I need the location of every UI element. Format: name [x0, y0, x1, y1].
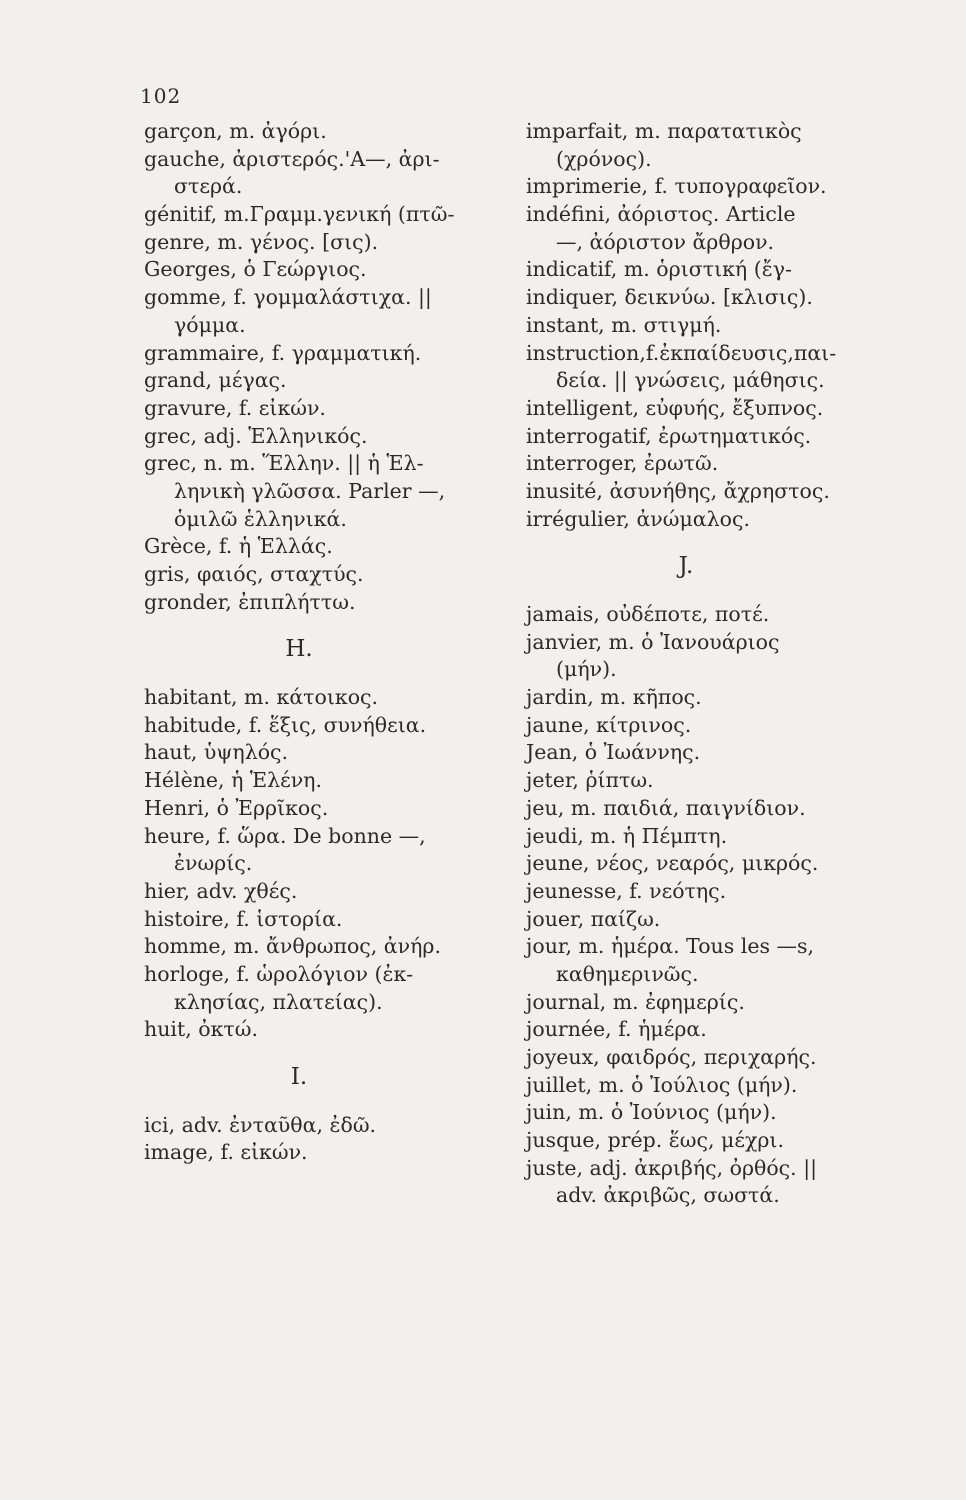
left-column	[144, 118, 524, 1167]
dictionary-entry-line: grand, μέγας.	[144, 368, 287, 393]
dictionary-entry-line: génitif, m.Γραμμ.γενική (πτῶ-	[144, 202, 455, 227]
dictionary-entry-line: —, ἀόριστον ἄρθρον.	[556, 229, 775, 254]
dictionary-entry-line: imprimerie, f. τυπογραφεῖον.	[526, 174, 827, 199]
dictionary-entry-line: imparfait, m. παρατατικὸς	[526, 119, 802, 143]
dictionary-entry-line: Jean, ὁ Ἰωάννης.	[526, 740, 701, 765]
spacer	[526, 581, 916, 601]
dictionary-entry-line: inusité, ἀσυνήθης, ἄχρηστος.	[526, 478, 830, 503]
right-column	[526, 118, 916, 1210]
dictionary-entry-line: juste, adj. ἀκριβής, ὀρθός. ||	[526, 1155, 818, 1180]
dictionary-entry-line: habitude, f. ἕξις, συνήθεια.	[144, 712, 427, 737]
dictionary-entry-line: gomme, f. γομμαλάστιχα. ||	[144, 285, 432, 310]
dictionary-entry-line: ici, adv. ἐνταῦθα, ἐδῶ.	[144, 1112, 377, 1137]
dictionary-entry-line: juin, m. ὁ Ἰούνιος (μήν).	[526, 1100, 777, 1125]
dictionary-entry-line: grec, adj. Ἑλληνικός.	[144, 423, 368, 448]
section-letter: I.	[290, 1064, 308, 1090]
dictionary-entry-line: juillet, m. ὁ Ἰούλιος (μήν).	[526, 1072, 798, 1097]
dictionary-entry-line: jeudi, m. ἡ Πέμπτη.	[526, 823, 728, 848]
dictionary-entry-line: image, f. εἰκών.	[144, 1140, 308, 1165]
dictionary-entry-line: δεία. || γνώσεις, μάθησις.	[556, 368, 825, 393]
dictionary-entry-line: interrogatif, ἐρωτηματικός.	[526, 423, 812, 448]
spacer	[526, 533, 916, 553]
dictionary-entry-line: Hélène, ἡ Ἑλένη.	[144, 768, 322, 793]
dictionary-entry-line: heure, f. ὥρα. De bonne —,	[144, 823, 426, 848]
dictionary-entry-line: (μήν).	[556, 657, 617, 682]
spacer	[144, 1044, 524, 1064]
dictionary-entry-line: jouer, παίζω.	[526, 906, 661, 931]
dictionary-entry-line: gauche, ἀριστερός.'Α—, ἀρι-	[144, 146, 440, 171]
dictionary-entry-line: joyeux, φαιδρός, περιχαρής.	[526, 1045, 817, 1069]
dictionary-entry-line: indiquer, δεικνύω. [κλισις).	[526, 285, 813, 310]
dictionary-entry-line: ὁμιλῶ ἑλληνικά.	[174, 506, 347, 531]
spacer	[144, 664, 524, 684]
section-letter: H.	[285, 636, 313, 663]
dictionary-entry-line: jaune, κίτρινος.	[526, 712, 692, 737]
dictionary-entry-line: irrégulier, ἀνώμαλος.	[526, 506, 750, 531]
dictionary-entry-line: habitant, m. κάτοικος.	[144, 685, 379, 710]
dictionary-entry-line: journal, m. ἐφημερίς.	[526, 989, 745, 1014]
dictionary-entry-line: interroger, ἐρωτῶ.	[526, 451, 719, 476]
dictionary-entry-line: janvier, m. ὁ Ἰανουάριος	[526, 629, 780, 654]
dictionary-entry-line: instant, m. στιγμή.	[526, 312, 722, 337]
dictionary-entry-line: jamais, οὐδέποτε, ποτέ.	[526, 602, 770, 626]
dictionary-entry-line: homme, m. ἄνθρωπος, ἀνήρ.	[144, 934, 441, 959]
dictionary-entry-line: Henri, ὁ Ἐρρῖκος.	[144, 795, 329, 820]
dictionary-entry-line: ληνικὴ γλῶσσα. Parler —,	[174, 478, 446, 503]
spacer	[144, 616, 524, 636]
section-letter: J.	[678, 553, 694, 580]
dictionary-entry-line: (χρόνος).	[556, 146, 652, 171]
dictionary-entry-line: intelligent, εὐφυής, ἔξυπνος.	[526, 395, 824, 420]
dictionary-entry-line: jeune, νέος, νεαρός, μικρός.	[526, 851, 819, 876]
dictionary-entry-line: καθημερινῶς.	[556, 961, 699, 986]
dictionary-entry-line: jusque, prép. ἕως, μέχρι.	[526, 1128, 784, 1153]
page-number: 102	[140, 84, 182, 108]
dictionary-entry-line: horloge, f. ὡρολόγιον (ἐκ-	[144, 961, 414, 986]
dictionary-entry-line: Grèce, f. ἡ Ἑλλάς.	[144, 534, 333, 559]
dictionary-entry-line: jeu, m. παιδιά, παιγνίδιον.	[526, 795, 806, 820]
dictionary-entry-line: jardin, m. κῆπος.	[526, 685, 702, 710]
dictionary-entry-line: jeter, ῥίπτω.	[526, 768, 654, 793]
dictionary-entry-line: instruction,f.ἐκπαίδευσις,παι-	[526, 340, 837, 365]
dictionary-entry-line: garçon, m. ἀγόρι.	[144, 119, 327, 143]
dictionary-entry-line: ἐνωρίς.	[174, 851, 253, 876]
dictionary-entry-line: κλησίας, πλατείας).	[174, 989, 383, 1014]
dictionary-entry-line: στερά.	[174, 174, 243, 199]
dictionary-entry-line: genre, m. γένος. [σις).	[144, 229, 379, 254]
dictionary-entry-line: grammaire, f. γραμματική.	[144, 340, 422, 365]
dictionary-entry-line: indicatif, m. ὁριστική (ἔγ-	[526, 257, 792, 282]
dictionary-entry-line: journée, f. ἡμέρα.	[526, 1017, 707, 1042]
dictionary-entry-line: γόμμα.	[174, 312, 246, 337]
dictionary-entry-line: grec, n. m. Ἕλλην. || ἡ Ἑλ-	[144, 451, 424, 476]
spacer	[144, 1092, 524, 1112]
dictionary-entry-line: gronder, ἐπιπλήττω.	[144, 589, 356, 614]
dictionary-entry-line: Georges, ὁ Γεώργιος.	[144, 257, 367, 282]
dictionary-entry-line: haut, ὑψηλός.	[144, 740, 289, 765]
dictionary-entry-line: indéfini, ἀόριστος. Article	[526, 202, 796, 227]
dictionary-entry-line: adv. ἀκριβῶς, σωστά.	[556, 1183, 780, 1208]
dictionary-entry-line: jour, m. ἡμέρα. Tous les —s,	[526, 934, 815, 959]
dictionary-entry-line: huit, ὀκτώ.	[144, 1017, 258, 1042]
dictionary-entry-line: histoire, f. ἱστορία.	[144, 906, 343, 931]
dictionary-entry-line: jeunesse, f. νεότης.	[526, 878, 727, 903]
dictionary-entry-line: gris, φαιός, σταχτύς.	[144, 562, 364, 586]
dictionary-entry-line: hier, adv. χθές.	[144, 878, 298, 903]
dictionary-entry-line: gravure, f. εἰκών.	[144, 395, 326, 420]
